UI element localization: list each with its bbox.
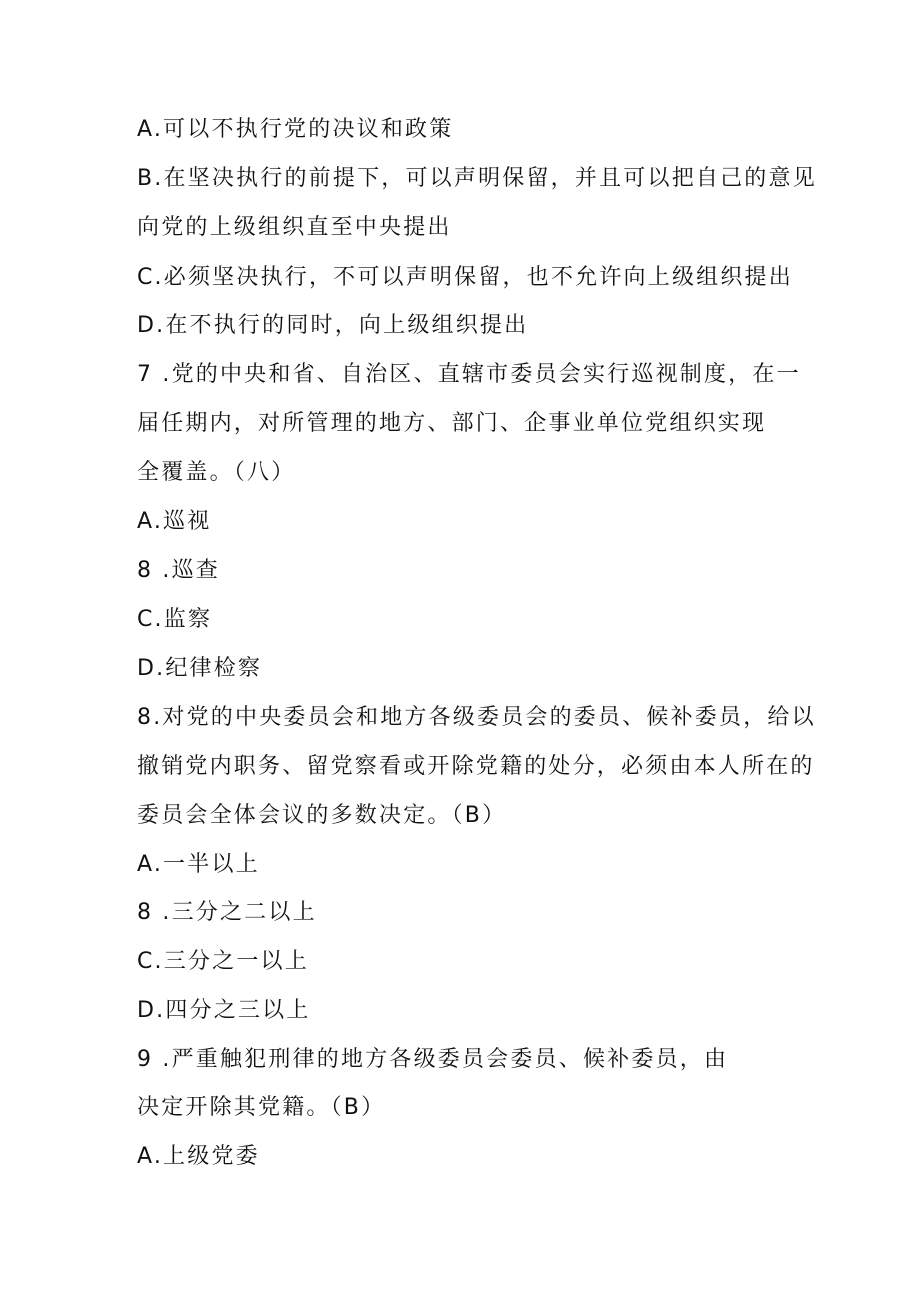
option-c-q6: C.必须坚决执行，不可以声明保留，也不允许向上级组织提出	[137, 265, 793, 290]
option-d-q7: D.纪律检察	[137, 656, 263, 681]
question-7-line1: 7 .党的中央和省、自治区、直辖市委员会实行巡视制度，在一	[137, 362, 801, 387]
option-a-q8: A.一半以上	[137, 852, 260, 877]
option-c-q7: C.监察	[137, 607, 213, 632]
option-b-q7: 8 .巡查	[137, 558, 220, 583]
option-c-q8: C.三分之一以上	[137, 949, 309, 974]
question-8-line3: 委员会全体会议的多数决定。（B）	[137, 803, 507, 828]
option-b-q6-line2: 向党的上级组织直至中央提出	[137, 215, 452, 240]
question-8-line2: 撤销党内职务、留党察看或开除党籍的处分，必须由本人所在的	[137, 754, 815, 779]
option-b-q8: 8 .三分之二以上	[137, 900, 317, 925]
option-a-q6: A.可以不执行党的决议和政策	[137, 117, 454, 142]
question-9-line1: 9 .严重触犯刑律的地方各级委员会委员、候补委员，由	[137, 1047, 729, 1072]
option-d-q6: D.在不执行的同时，向上级组织提出	[137, 313, 529, 338]
question-7-line2: 届任期内，对所管理的地方、部门、企事业单位党组织实现	[137, 411, 767, 436]
option-b-q6-line1: B.在坚决执行的前提下，可以声明保留，并且可以把自己的意见	[137, 166, 817, 191]
option-d-q8: D.四分之三以上	[137, 998, 311, 1023]
question-8-line1: 8.对党的中央委员会和地方各级委员会的委员、候补委员，给以	[137, 705, 816, 730]
option-a-q9: A.上级党委	[137, 1144, 260, 1169]
question-7-line3: 全覆盖。（八）	[137, 460, 296, 485]
question-9-line2: 决定开除其党籍。（B）	[137, 1095, 386, 1120]
option-a-q7: A.巡视	[137, 509, 212, 534]
